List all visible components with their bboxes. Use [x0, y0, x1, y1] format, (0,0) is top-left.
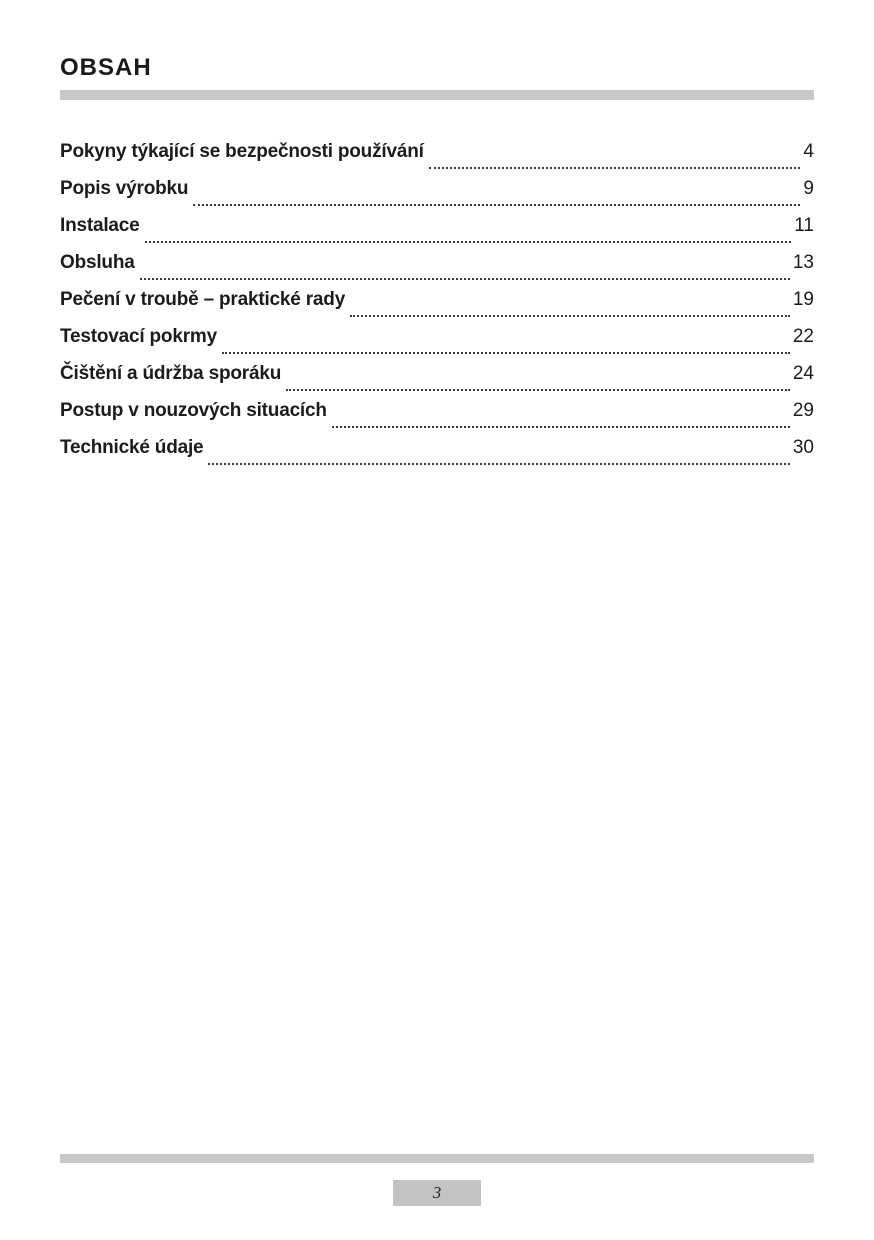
page-title: OBSAH [60, 54, 152, 81]
page-number: 3 [432, 1183, 442, 1202]
toc-entry-label: Pečení v troubě – praktické rady [60, 289, 346, 310]
toc-entry [60, 363, 814, 400]
toc-entry-page: 24 [792, 363, 814, 384]
toc-entry-page: 9 [803, 178, 814, 199]
dot-leader [429, 167, 801, 169]
toc-entry-label: Pokyny týkající se bezpečnosti používání [60, 141, 424, 162]
toc-entry [60, 400, 814, 437]
toc-entry [60, 178, 814, 215]
dot-leader [193, 204, 800, 206]
title-underline-bar [60, 90, 814, 100]
footer-divider-bar [60, 1154, 814, 1163]
toc-entry-page: 11 [794, 215, 814, 236]
dot-leader [286, 389, 790, 391]
toc-entry-label: Obsluha [60, 252, 135, 273]
toc-entry-label: Postup v nouzových situacích [60, 400, 327, 421]
toc-entry-label: Instalace [60, 215, 140, 236]
toc-entry [60, 326, 814, 363]
toc-entry [60, 215, 814, 252]
toc-entry [60, 252, 814, 289]
toc-entry-label: Popis výrobku [60, 178, 189, 199]
toc-entry-page: 30 [792, 437, 814, 458]
toc-entry-page: 4 [803, 141, 814, 162]
toc-entry-page: 19 [792, 289, 814, 310]
dot-leader [145, 241, 792, 243]
toc-entry [60, 437, 814, 474]
table-of-contents [60, 141, 814, 474]
toc-entry-page: 13 [792, 252, 814, 273]
toc-entry-page: 22 [792, 326, 814, 347]
dot-leader [332, 426, 790, 428]
toc-entry-label: Technické údaje [60, 437, 204, 458]
toc-entry-label: Čištění a údržba sporáku [60, 363, 282, 384]
toc-entry-label: Testovací pokrmy [60, 326, 217, 347]
dot-leader [222, 352, 790, 354]
dot-leader [350, 315, 790, 317]
dot-leader [208, 463, 789, 465]
toc-entry-page: 29 [792, 400, 814, 421]
toc-entry [60, 141, 814, 178]
page-number-box [393, 1180, 481, 1206]
dot-leader [140, 278, 790, 280]
toc-entry [60, 289, 814, 326]
